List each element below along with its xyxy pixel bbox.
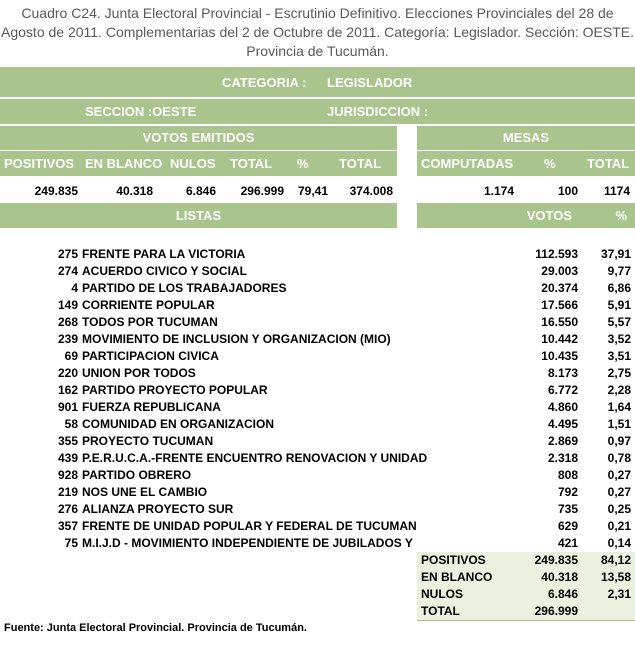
- totals-row: [417, 586, 635, 603]
- totals-row: [417, 569, 635, 586]
- listas-heading: [0, 203, 397, 228]
- lista-name: CORRIENTE POPULAR: [82, 298, 215, 312]
- lista-votos: 735: [557, 502, 578, 516]
- lista-votos: 808: [557, 468, 578, 482]
- col-total-mesas: TOTAL: [339, 156, 382, 171]
- lista-percent: 5,91: [607, 298, 631, 312]
- lista-percent: 5,57: [607, 315, 631, 329]
- totals-votos: 296.999: [534, 604, 578, 618]
- lista-number: 239: [57, 332, 78, 346]
- mesas-heading: [417, 126, 635, 150]
- col-percent: %: [297, 156, 309, 171]
- val-positivos: 249.835: [34, 184, 78, 198]
- lista-number: 275: [57, 247, 78, 261]
- lista-percent: 3,52: [607, 332, 631, 346]
- col-positivos: POSITIVOS: [4, 156, 75, 171]
- val-mesas-percent: 100: [557, 184, 578, 198]
- lista-number: 276: [57, 502, 78, 516]
- lista-name: P.E.R.U.C.A.-FRENTE ENCUENTRO RENOVACION Y UNIDAD: [82, 451, 428, 465]
- lista-number: 149: [57, 298, 78, 312]
- totals-label: POSITIVOS: [421, 553, 486, 567]
- totals-percent: 2,31: [607, 587, 631, 601]
- lista-number: 928: [57, 468, 78, 482]
- mesas-label: MESAS: [502, 130, 550, 145]
- lista-percent: 0,78: [607, 451, 631, 465]
- votos-emitidos-heading: [0, 126, 397, 150]
- lista-votos: 421: [557, 536, 578, 550]
- lista-name: NOS UNE EL CAMBIO: [82, 485, 208, 499]
- lista-number: 219: [57, 485, 78, 499]
- lista-number: 58: [64, 417, 78, 431]
- totals-label: TOTAL: [421, 604, 460, 618]
- lista-votos: 20.374: [541, 281, 578, 295]
- lista-name: FRENTE PARA LA VICTORIA: [82, 247, 246, 261]
- val-computadas: 1.174: [483, 184, 514, 198]
- lista-votos: 792: [557, 485, 578, 499]
- seccion-band: [0, 99, 635, 124]
- totals-row: [417, 552, 635, 569]
- votos-heading: [417, 203, 635, 228]
- lista-percent: 2,75: [607, 366, 631, 380]
- lista-percent: 1,51: [607, 417, 631, 431]
- val-en-blanco: 40.318: [116, 184, 153, 198]
- lista-number: 220: [57, 366, 78, 380]
- lista-name: PARTIDO OBRERO: [82, 468, 192, 482]
- lista-votos: 6.772: [547, 383, 578, 397]
- lista-percent: 0,21: [607, 519, 631, 533]
- lista-name: UNION POR TODOS: [82, 366, 196, 380]
- votos-label: VOTOS: [526, 208, 572, 223]
- source-note: Fuente: Junta Electoral Provincial. Provincia de Tucumán.: [4, 622, 307, 634]
- val-total: 296.999: [240, 184, 284, 198]
- col-nulos: NULOS: [170, 156, 216, 171]
- val-percent: 79,41: [297, 184, 328, 198]
- totals-label: EN BLANCO: [421, 570, 493, 584]
- lista-votos: 17.566: [541, 298, 578, 312]
- lista-number: 274: [57, 264, 78, 278]
- lista-number: 439: [57, 451, 78, 465]
- val-nulos: 6.846: [185, 184, 216, 198]
- lista-percent: 0,14: [607, 536, 631, 550]
- lista-number: 268: [57, 315, 78, 329]
- totals-percent: 84,12: [600, 553, 631, 567]
- lista-name: PARTIDO DE LOS TRABAJADORES: [82, 281, 287, 295]
- lista-percent: 0,25: [607, 502, 631, 516]
- lista-percent: 37,91: [600, 247, 631, 261]
- lista-votos: 10.442: [541, 332, 578, 346]
- lista-votos: 4.860: [547, 400, 578, 414]
- lista-number: 4: [71, 281, 78, 295]
- lista-name: FUERZA REPUBLICANA: [82, 400, 221, 414]
- col-mesas-total: TOTAL: [587, 156, 630, 171]
- lista-number: 162: [57, 383, 78, 397]
- lista-votos: 2.869: [547, 434, 578, 448]
- col-computadas: COMPUTADAS: [421, 156, 514, 171]
- mesas-columns-row: [417, 151, 635, 176]
- lista-percent: 9,77: [607, 264, 631, 278]
- val-total-mesas: 374.008: [349, 184, 393, 198]
- lista-votos: 8.173: [547, 366, 578, 380]
- col-total: TOTAL: [230, 156, 273, 171]
- lista-votos: 29.003: [541, 264, 578, 278]
- categoria-label: CATEGORIA :: [222, 75, 307, 90]
- col-en-blanco: EN BLANCO: [85, 156, 163, 171]
- lista-votos: 112.593: [535, 247, 578, 261]
- lista-votos: 16.550: [541, 315, 578, 329]
- lista-percent: 1,64: [607, 400, 631, 414]
- lista-votos: 10.435: [541, 349, 578, 363]
- lista-votos: 2.318: [547, 451, 578, 465]
- lista-number: 69: [64, 349, 78, 363]
- lista-name: FRENTE DE UNIDAD POPULAR Y FEDERAL DE TUCUMAN: [82, 519, 417, 533]
- lista-name: COMUNIDAD EN ORGANIZACION: [82, 417, 274, 431]
- votos-emitidos-label: VOTOS EMITIDOS: [142, 130, 255, 145]
- jurisdiccion-label: JURISDICCION :: [327, 104, 429, 119]
- lista-name: PROYECTO TUCUMAN: [82, 434, 214, 448]
- seccion-label: SECCION :OESTE: [85, 104, 197, 119]
- val-mesas-total: 1174: [603, 184, 630, 198]
- totals-label: NULOS: [421, 587, 463, 601]
- lista-name: TODOS POR TUCUMAN: [82, 315, 218, 329]
- listas-label: LISTAS: [175, 208, 222, 223]
- totals-percent: 13,58: [600, 570, 631, 584]
- lista-name: PARTIDO PROYECTO POPULAR: [82, 383, 268, 397]
- table-title: Cuadro C24. Junta Electoral Provincial - Escrutinio Definitivo. Elecciones Provinciales del 28 de Agosto de 2011. Complementarias del 2 de Octubre de 2011. Categoría: Legislador. Sección: OESTE. Provincia de Tucumán.: [1, 5, 634, 59]
- lista-votos: 4.495: [547, 417, 578, 431]
- lista-name: MOVIMIENTO DE INCLUSION Y ORGANIZACION (MIO): [82, 332, 391, 346]
- lista-number: 901: [57, 400, 78, 414]
- categoria-value: LEGISLADOR: [327, 75, 413, 90]
- votos-columns-row: [0, 151, 397, 176]
- lista-number: 75: [64, 536, 78, 550]
- totals-votos: 40.318: [541, 570, 578, 584]
- lista-percent: 0,27: [607, 468, 631, 482]
- lista-percent: 3,51: [607, 349, 631, 363]
- lista-votos: 629: [557, 519, 578, 533]
- col-mesas-percent: %: [544, 156, 556, 171]
- totals-votos: 6.846: [547, 587, 578, 601]
- lista-name: ACUERDO CIVICO Y SOCIAL: [82, 264, 247, 278]
- lista-percent: 2,28: [607, 383, 631, 397]
- lista-number: 355: [57, 434, 78, 448]
- lista-name: PARTICIPACION CIVICA: [82, 349, 219, 363]
- lista-percent: 0,97: [607, 434, 631, 448]
- lista-percent: 0,27: [607, 485, 631, 499]
- lista-number: 357: [57, 519, 78, 533]
- pct-label: %: [615, 208, 627, 223]
- totals-votos: 249.835: [534, 553, 578, 567]
- lista-name: M.I.J.D - MOVIMIENTO INDEPENDIENTE DE JUBILADOS Y: [82, 536, 413, 550]
- categoria-band: [0, 67, 635, 97]
- totals-row: [417, 603, 635, 621]
- lista-name: ALIANZA PROYECTO SUR: [82, 502, 234, 516]
- lista-percent: 6,86: [607, 281, 631, 295]
